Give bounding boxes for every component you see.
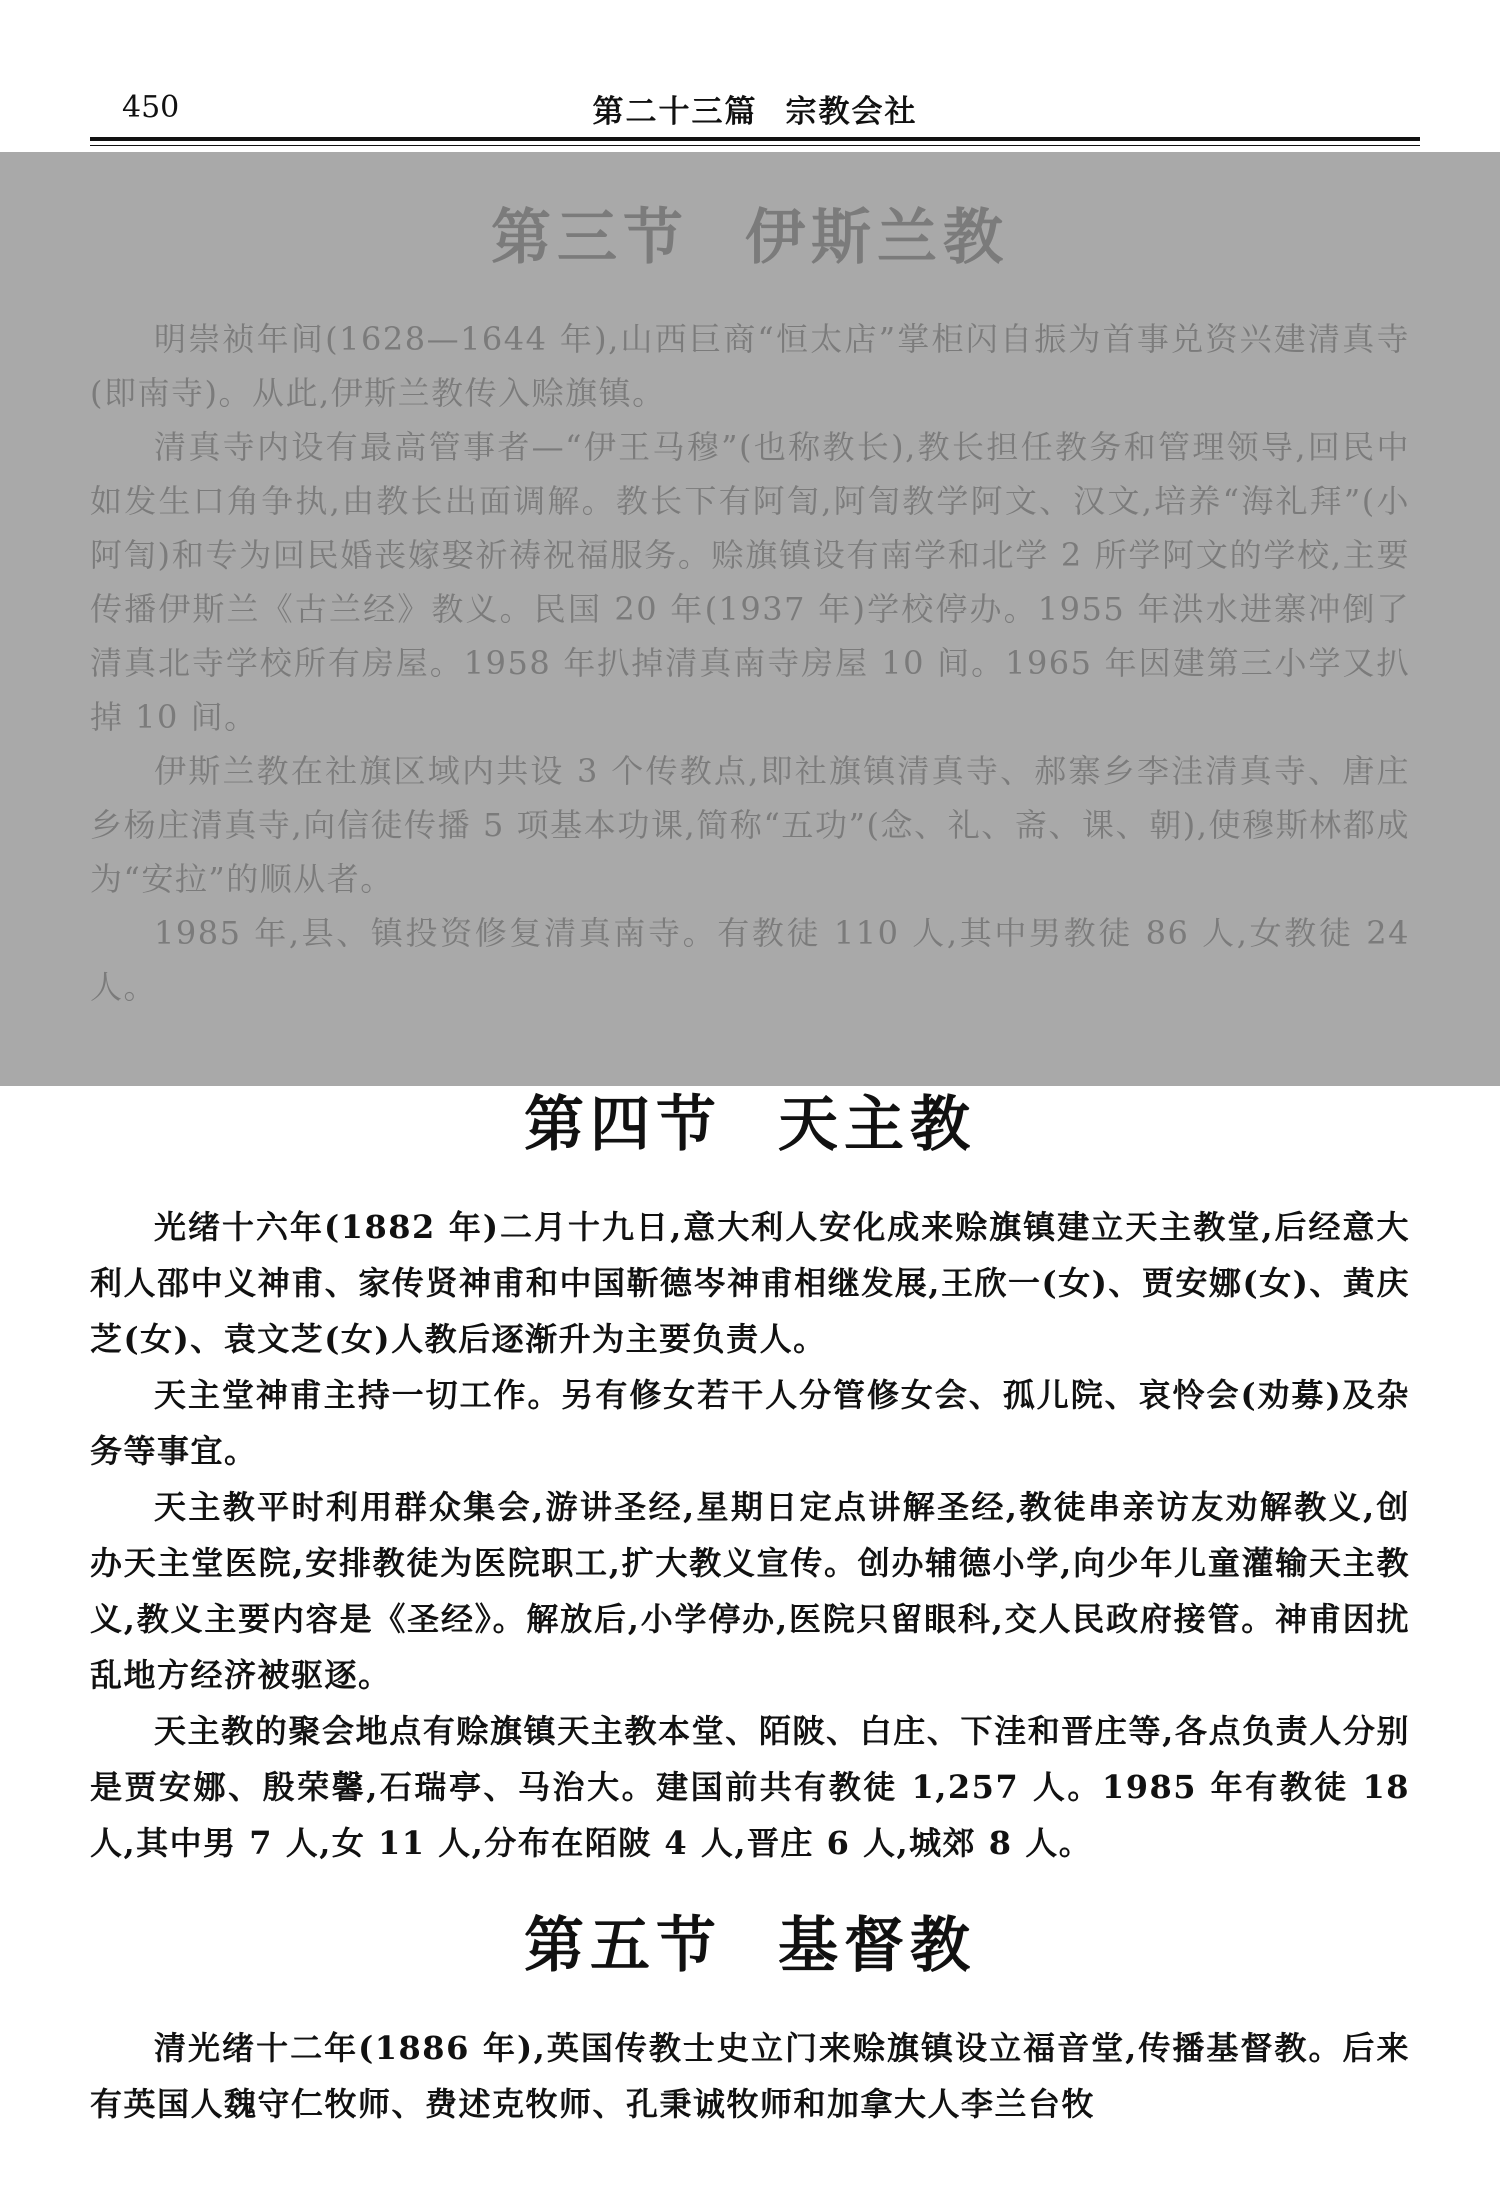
- section-protestantism: [90, 1906, 1410, 2132]
- paragraph: 天主教的聚会地点有赊旗镇天主教本堂、陌陂、白庄、下洼和晋庄等,各点负责人分别是贾安娜、殷荣馨,石瑞亭、马治大。建国前共有教徒 1,257 人。1985 年有教徒 18 人,其中男 7 人,女 11 人,分布在陌陂 4 人,晋庄 6 人,城郊 8 人。: [90, 1712, 1410, 1862]
- paragraph: 1985 年,县、镇投资修复清真南寺。有教徒 110 人,其中男教徒 86 人,女教徒 24 人。: [90, 914, 1410, 1006]
- section-title: 伊斯兰教: [745, 203, 1009, 273]
- paragraph: 清光绪十二年(1886 年),英国传教士史立门来赊旗镇设立福音堂,传播基督教。后来有英国人魏守仁牧师、费述克牧师、孔秉诚牧师和加拿大人李兰台牧: [90, 2029, 1410, 2123]
- chapter-title: 宗教会社: [785, 94, 918, 130]
- section-number: 第五节: [524, 1911, 722, 1981]
- section-title: 基督教: [778, 1911, 976, 1981]
- section-heading: [90, 1085, 1410, 1165]
- page-number: 450: [122, 90, 180, 125]
- chapter-number: 第二十三篇: [592, 94, 758, 130]
- section-title: 天主教: [778, 1090, 976, 1160]
- paragraph: 天主堂神甫主持一切工作。另有修女若干人分管修女会、孤儿院、哀怜会(劝募)及杂务等事宜。: [90, 1376, 1410, 1470]
- paragraph: 天主教平时利用群众集会,游讲圣经,星期日定点讲解圣经,教徒串亲访友劝解教义,创办天主堂医院,安排教徒为医院职工,扩大教义宣传。创办辅德小学,向少年儿童灌输天主教义,教义主要内容是《圣经》。解放后,小学停办,医院只留眼科,交人民政府接管。神甫因扰乱地方经济被驱逐。: [90, 1488, 1410, 1694]
- paragraph: 伊斯兰教在社旗区域内共设 3 个传教点,即社旗镇清真寺、郝寨乡李洼清真寺、唐庄乡杨庄清真寺,向信徒传播 5 项基本功课,简称“五功”(念、礼、斋、课、朝),使穆斯林都成为“安拉”的顺从者。: [90, 752, 1410, 898]
- section-number: 第四节: [524, 1090, 722, 1160]
- section-catholicism: [90, 1085, 1410, 1871]
- page-header: [90, 86, 1420, 132]
- paragraph: 明崇祯年间(1628—1644 年),山西巨商“恒太店”掌柜闪自振为首事兑资兴建清真寺(即南寺)。从此,伊斯兰教传入赊旗镇。: [90, 320, 1410, 412]
- paragraph: 清真寺内设有最高管事者—“伊王马穆”(也称教长),教长担任教务和管理领导,回民中如发生口角争执,由教长出面调解。教长下有阿訇,阿訇教学阿文、汉文,培养“海礼拜”(小阿訇)和专为回民婚丧嫁娶祈祷祝福服务。赊旗镇设有南学和北学 2 所学阿文的学校,主要传播伊斯兰《古兰经》教义。民国 20 年(1937 年)学校停办。1955 年洪水进寨冲倒了清真北寺学校所有房屋。1958 年扒掉清真南寺房屋 10 间。1965 年因建第三小学又扒掉 10 间。: [90, 428, 1410, 736]
- section-heading: [90, 198, 1410, 278]
- section-number: 第三节: [491, 203, 689, 273]
- running-title: [90, 86, 1420, 131]
- section-heading: [90, 1906, 1410, 1986]
- section-islam: [90, 198, 1410, 1014]
- paragraph: 光绪十六年(1882 年)二月十九日,意大利人安化成来赊旗镇建立天主教堂,后经意大利人邵中义神甫、家传贤神甫和中国靳德岑神甫相继发展,王欣一(女)、贾安娜(女)、黄庆芝(女)、袁文芝(女)人教后逐渐升为主要负责人。: [90, 1208, 1410, 1358]
- header-rule-thin: [90, 145, 1420, 146]
- header-rule-thick: [90, 137, 1420, 141]
